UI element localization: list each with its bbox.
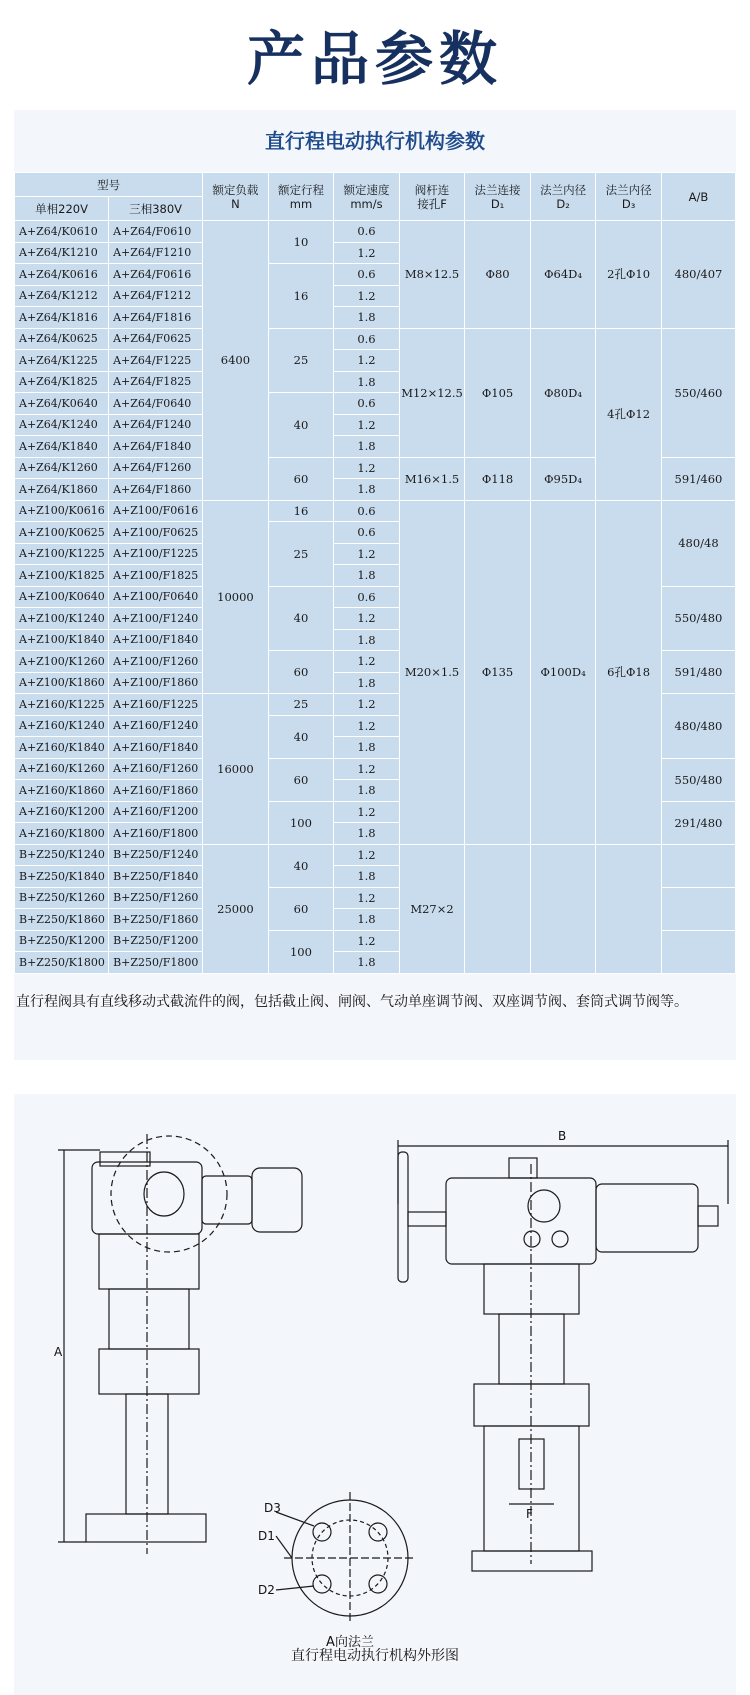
model-three-phase: A+Z100/F0625 [109, 522, 203, 544]
speed-cell: 1.2 [334, 694, 400, 716]
speed-cell: 1.8 [334, 307, 400, 329]
speed-cell: 1.2 [334, 887, 400, 909]
stem-cell: M20×1.5 [399, 500, 465, 844]
model-three-phase: A+Z160/F1240 [109, 715, 203, 737]
ab-cell: 480/407 [661, 221, 735, 329]
flange-caption: A向法兰 [326, 1635, 374, 1650]
speed-cell: 0.6 [334, 393, 400, 415]
model-three-phase: A+Z100/F1825 [109, 565, 203, 587]
ab-cell: 480/480 [661, 694, 735, 759]
stroke-cell: 16 [268, 500, 334, 522]
header-d2: 法兰内径 D₂ [530, 173, 596, 221]
header-model: 型号 [15, 173, 203, 197]
model-three-phase: A+Z64/F1240 [109, 414, 203, 436]
model-single-phase: A+Z100/K1840 [15, 629, 109, 651]
speed-cell: 1.8 [334, 371, 400, 393]
model-single-phase: A+Z100/K0640 [15, 586, 109, 608]
model-three-phase: A+Z100/F0616 [109, 500, 203, 522]
model-three-phase: A+Z100/F1240 [109, 608, 203, 630]
load-cell: 10000 [203, 500, 269, 694]
speed-cell: 1.8 [334, 436, 400, 458]
model-three-phase: B+Z250/F1800 [109, 952, 203, 974]
model-three-phase: A+Z64/F0616 [109, 264, 203, 286]
speed-cell: 0.6 [334, 586, 400, 608]
load-cell: 16000 [203, 694, 269, 845]
label-a: A [54, 1345, 63, 1359]
description: 直行程阀具有直线移动式截流件的阀，包括截止阀、闸阀、气动单座调节阀、双座调节阀、套筒式调节阀等。 [16, 994, 688, 1010]
outline-drawing-svg [14, 1094, 736, 1695]
model-three-phase: A+Z160/F1860 [109, 780, 203, 802]
model-three-phase: A+Z100/F1260 [109, 651, 203, 673]
model-single-phase: A+Z64/K0610 [15, 221, 109, 243]
stroke-cell: 25 [268, 522, 334, 587]
model-single-phase: A+Z64/K1840 [15, 436, 109, 458]
spec-table [14, 172, 736, 974]
model-three-phase: A+Z64/F1860 [109, 479, 203, 501]
model-three-phase: A+Z100/F1860 [109, 672, 203, 694]
speed-cell: 1.2 [334, 350, 400, 372]
model-three-phase: A+Z64/F1816 [109, 307, 203, 329]
ab-cell: 550/480 [661, 758, 735, 801]
model-three-phase: A+Z100/F0640 [109, 586, 203, 608]
outline-drawing [14, 1094, 736, 1695]
label-b: B [558, 1129, 567, 1143]
d2-cell: Φ95D₄ [530, 457, 596, 500]
model-single-phase: B+Z250/K1200 [15, 930, 109, 952]
model-single-phase: A+Z64/K1225 [15, 350, 109, 372]
model-three-phase: A+Z160/F1200 [109, 801, 203, 823]
stroke-cell: 40 [268, 393, 334, 458]
stroke-cell: 25 [268, 328, 334, 393]
load-cell: 6400 [203, 221, 269, 501]
side-view [58, 1134, 302, 1554]
speed-cell: 0.6 [334, 221, 400, 243]
model-single-phase: A+Z160/K1800 [15, 823, 109, 845]
d1-cell: Φ80 [465, 221, 531, 329]
model-single-phase: A+Z100/K1825 [15, 565, 109, 587]
model-three-phase: B+Z250/F1860 [109, 909, 203, 931]
model-three-phase: B+Z250/F1240 [109, 844, 203, 866]
speed-cell: 0.6 [334, 500, 400, 522]
header-stem: 阀杆连 接孔F [399, 173, 465, 221]
ab-cell: 591/460 [661, 457, 735, 500]
speed-cell: 1.8 [334, 823, 400, 845]
table-row [15, 328, 736, 350]
model-single-phase: A+Z100/K1860 [15, 672, 109, 694]
d1-cell: Φ135 [465, 500, 531, 844]
speed-cell: 0.6 [334, 328, 400, 350]
model-single-phase: A+Z160/K1860 [15, 780, 109, 802]
model-three-phase: A+Z64/F1210 [109, 242, 203, 264]
model-single-phase: A+Z160/K1225 [15, 694, 109, 716]
speed-cell: 1.2 [334, 457, 400, 479]
header-d3: 法兰内径 D₃ [596, 173, 662, 221]
header-stroke: 额定行程 mm [268, 173, 334, 221]
speed-cell: 1.8 [334, 629, 400, 651]
model-three-phase: A+Z64/F0610 [109, 221, 203, 243]
speed-cell: 1.8 [334, 672, 400, 694]
model-single-phase: A+Z100/K1225 [15, 543, 109, 565]
stem-cell: M12×12.5 [399, 328, 465, 457]
speed-cell: 1.2 [334, 414, 400, 436]
d2-cell [530, 844, 596, 973]
model-three-phase: A+Z64/F0625 [109, 328, 203, 350]
d1-cell: Φ118 [465, 457, 531, 500]
model-single-phase: A+Z64/K0640 [15, 393, 109, 415]
speed-cell: 1.2 [334, 543, 400, 565]
stroke-cell: 40 [268, 715, 334, 758]
speed-cell: 1.8 [334, 737, 400, 759]
model-three-phase: A+Z160/F1260 [109, 758, 203, 780]
model-single-phase: A+Z100/K1260 [15, 651, 109, 673]
d3-cell [596, 844, 662, 973]
header-single-phase: 单相220V [15, 197, 109, 221]
ab-cell: 291/480 [661, 801, 735, 844]
model-three-phase: A+Z64/F1260 [109, 457, 203, 479]
model-three-phase: A+Z64/F1840 [109, 436, 203, 458]
model-single-phase: A+Z160/K1240 [15, 715, 109, 737]
model-three-phase: A+Z64/F0640 [109, 393, 203, 415]
table-row [15, 844, 736, 866]
stroke-cell: 60 [268, 457, 334, 500]
stroke-cell: 16 [268, 264, 334, 329]
model-single-phase: B+Z250/K1860 [15, 909, 109, 931]
header-ab: A/B [661, 173, 735, 221]
speed-cell: 1.2 [334, 651, 400, 673]
stroke-cell: 60 [268, 758, 334, 801]
model-single-phase: A+Z64/K0625 [15, 328, 109, 350]
header-three-phase: 三相380V [109, 197, 203, 221]
speed-cell: 1.2 [334, 801, 400, 823]
model-three-phase: A+Z64/F1825 [109, 371, 203, 393]
model-three-phase: A+Z64/F1212 [109, 285, 203, 307]
stem-cell: M27×2 [399, 844, 465, 973]
stroke-cell: 60 [268, 651, 334, 694]
ab-cell [661, 930, 735, 973]
model-single-phase: B+Z250/K1240 [15, 844, 109, 866]
model-three-phase: A+Z64/F1225 [109, 350, 203, 372]
model-single-phase: A+Z100/K0616 [15, 500, 109, 522]
model-three-phase: B+Z250/F1840 [109, 866, 203, 888]
label-d1: D1 [258, 1529, 275, 1543]
speed-cell: 0.6 [334, 264, 400, 286]
model-single-phase: A+Z160/K1260 [15, 758, 109, 780]
d3-cell: 2孔Φ10 [596, 221, 662, 329]
speed-cell: 1.2 [334, 608, 400, 630]
model-single-phase: A+Z100/K1240 [15, 608, 109, 630]
model-single-phase: A+Z64/K1240 [15, 414, 109, 436]
load-cell: 25000 [203, 844, 269, 973]
ab-cell [661, 887, 735, 930]
speed-cell: 1.8 [334, 479, 400, 501]
speed-cell: 1.8 [334, 909, 400, 931]
stem-cell: M8×12.5 [399, 221, 465, 329]
model-three-phase: B+Z250/F1260 [109, 887, 203, 909]
d2-cell: Φ80D₄ [530, 328, 596, 457]
stroke-cell: 25 [268, 694, 334, 716]
speed-cell: 1.8 [334, 952, 400, 974]
model-single-phase: A+Z64/K0616 [15, 264, 109, 286]
stroke-cell: 100 [268, 801, 334, 844]
speed-cell: 1.2 [334, 758, 400, 780]
table-title: 直行程电动执行机构参数 [265, 129, 485, 153]
d2-cell: Φ64D₄ [530, 221, 596, 329]
speed-cell: 1.2 [334, 715, 400, 737]
header-d1: 法兰连接 D₁ [465, 173, 531, 221]
model-three-phase: B+Z250/F1200 [109, 930, 203, 952]
model-single-phase: A+Z64/K1210 [15, 242, 109, 264]
model-single-phase: A+Z64/K1825 [15, 371, 109, 393]
label-f: F [526, 1507, 533, 1521]
model-single-phase: A+Z100/K0625 [15, 522, 109, 544]
speed-cell: 1.8 [334, 780, 400, 802]
ab-cell: 591/480 [661, 651, 735, 694]
speed-cell: 1.8 [334, 866, 400, 888]
model-single-phase: A+Z64/K1860 [15, 479, 109, 501]
d3-cell: 6孔Φ18 [596, 500, 662, 844]
speed-cell: 0.6 [334, 522, 400, 544]
stroke-cell: 10 [268, 221, 334, 264]
speed-cell: 1.2 [334, 285, 400, 307]
d1-cell [465, 844, 531, 973]
table-row [15, 221, 736, 243]
drawing-caption: 直行程电动执行机构外形图 [291, 1648, 459, 1664]
flange-view [276, 1492, 416, 1624]
model-single-phase: A+Z64/K1212 [15, 285, 109, 307]
stroke-cell: 60 [268, 887, 334, 930]
stroke-cell: 100 [268, 930, 334, 973]
stroke-cell: 40 [268, 586, 334, 651]
model-three-phase: A+Z160/F1800 [109, 823, 203, 845]
model-single-phase: B+Z250/K1260 [15, 887, 109, 909]
model-single-phase: A+Z160/K1840 [15, 737, 109, 759]
speed-cell: 1.2 [334, 844, 400, 866]
model-single-phase: A+Z64/K1816 [15, 307, 109, 329]
model-three-phase: A+Z160/F1840 [109, 737, 203, 759]
model-single-phase: B+Z250/K1840 [15, 866, 109, 888]
header-load: 额定负载 N [203, 173, 269, 221]
ab-cell [661, 844, 735, 887]
ab-cell: 550/460 [661, 328, 735, 457]
model-single-phase: B+Z250/K1800 [15, 952, 109, 974]
label-d2: D2 [258, 1583, 275, 1597]
stem-cell: M16×1.5 [399, 457, 465, 500]
speed-cell: 1.8 [334, 565, 400, 587]
label-d3: D3 [264, 1501, 281, 1515]
table-row [15, 500, 736, 522]
page-title: 产品参数 [246, 25, 503, 93]
model-single-phase: A+Z160/K1200 [15, 801, 109, 823]
d3-cell: 4孔Φ12 [596, 328, 662, 500]
model-three-phase: A+Z100/F1840 [109, 629, 203, 651]
d1-cell: Φ105 [465, 328, 531, 457]
header-speed: 额定速度 mm/s [334, 173, 400, 221]
spec-panel [14, 110, 736, 1060]
model-three-phase: A+Z100/F1225 [109, 543, 203, 565]
ab-cell: 550/480 [661, 586, 735, 651]
speed-cell: 1.2 [334, 242, 400, 264]
speed-cell: 1.2 [334, 930, 400, 952]
model-three-phase: A+Z160/F1225 [109, 694, 203, 716]
model-single-phase: A+Z64/K1260 [15, 457, 109, 479]
front-view [398, 1140, 728, 1571]
stroke-cell: 40 [268, 844, 334, 887]
d2-cell: Φ100D₄ [530, 500, 596, 844]
ab-cell: 480/48 [661, 500, 735, 586]
